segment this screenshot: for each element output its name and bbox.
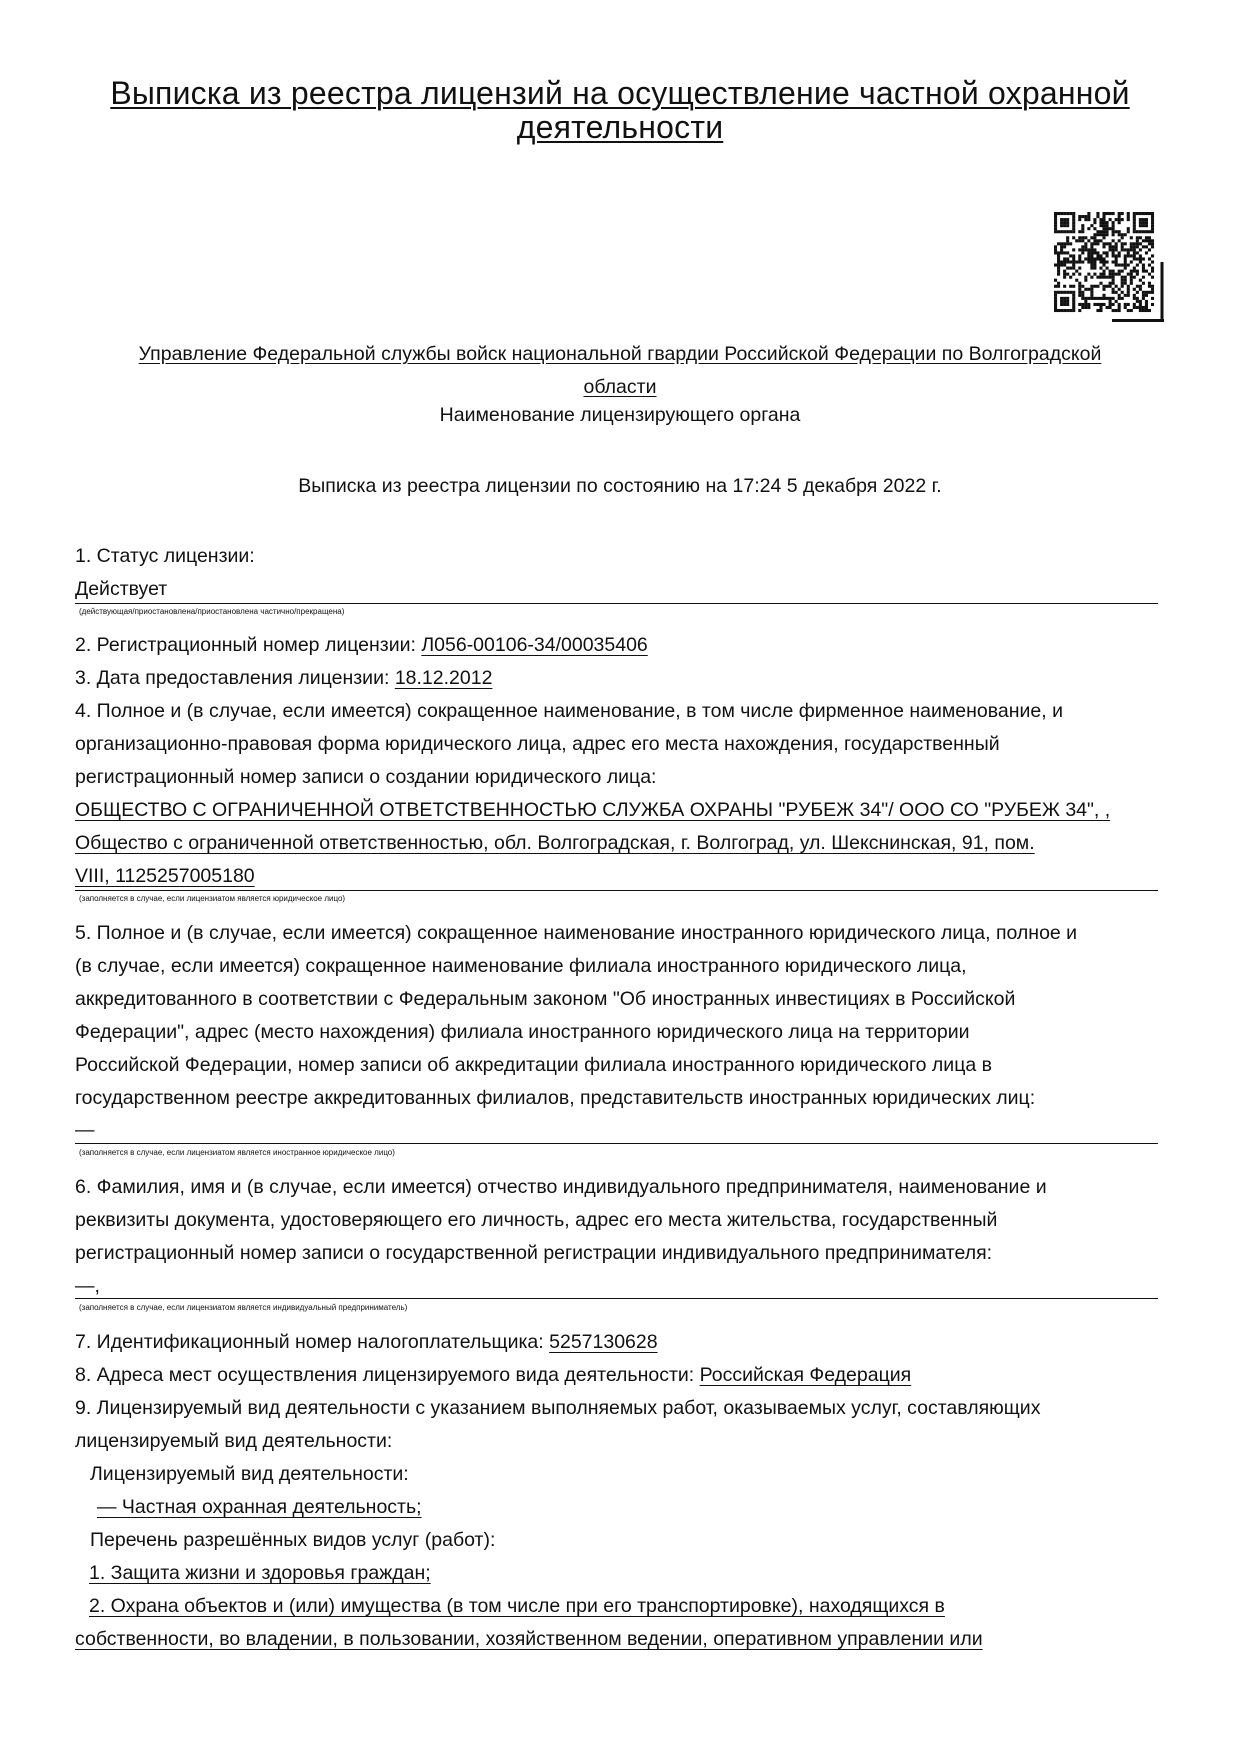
- legal-entity-heading: [75, 695, 1175, 794]
- licensed-activity-heading-line1: 9. Лицензируемый вид деятельности с указанием выполняемых работ, оказываемых услуг, составляющих: [75, 1397, 1041, 1419]
- legal-entity-heading-line3: регистрационный номер записи о создании юридического лица:: [75, 766, 657, 788]
- foreign-entity-heading-line5: Российской Федерации, номер записи об аккредитации филиала иностранного юридического лица в: [75, 1054, 992, 1076]
- qr-code-icon: [1052, 210, 1164, 322]
- legal-entity-value-line3: VIII, 1125257005180: [75, 865, 255, 887]
- license-date-row: [75, 662, 1175, 695]
- legal-entity-divider: [75, 890, 1158, 891]
- licensing-authority: [80, 338, 1160, 404]
- legal-entity-heading-line2: организационно-правовая форма юридического лица, адрес его места нахождения, государственный: [75, 733, 1000, 755]
- foreign-entity-divider: [75, 1143, 1158, 1144]
- foreign-entity-heading: [75, 917, 1175, 1115]
- service-2: [75, 1590, 1175, 1656]
- legal-entity-value-line1: ОБЩЕСТВО С ОГРАНИЧЕННОЙ ОТВЕТСТВЕННОСТЬЮ СЛУЖБА ОХРАНЫ "РУБЕЖ 34"/ ООО СО "РУБЕЖ 34", ,: [75, 799, 1111, 821]
- legal-entity-value: [75, 794, 1175, 893]
- status-hint: (действующая/приостановлена/приостановлена частично/прекращена): [79, 607, 345, 616]
- foreign-entity-heading-line2: (в случае, если имеется) сокращенное наименование филиала иностранного юридического лица,: [75, 955, 967, 977]
- foreign-entity-hint: (заполняется в случае, если лицензиатом является иностранное юридическое лицо): [79, 1148, 395, 1157]
- activity-address-row: [75, 1359, 1175, 1392]
- service-2-line2: собственности, во владении, в пользовании, хозяйственном ведении, оперативном управлении или: [75, 1628, 983, 1650]
- services-label: Перечень разрешённых видов услуг (работ):: [90, 1529, 496, 1551]
- activity-address-label: 8. Адреса мест осуществления лицензируемого вида деятельности:: [75, 1364, 695, 1386]
- foreign-entity-heading-line3: аккредитованного в соответствии с Федеральным законом "Об иностранных инвестициях в Российской: [75, 988, 1016, 1010]
- activity-type-value: [75, 1491, 1175, 1524]
- entrepreneur-divider: [75, 1298, 1158, 1299]
- licensed-activity-heading-line2: лицензируемый вид деятельности:: [75, 1430, 393, 1452]
- entrepreneur-heading: [75, 1171, 1175, 1270]
- service-1-text: 1. Защита жизни и здоровья граждан;: [89, 1562, 431, 1584]
- document-title-line1: Выписка из реестра лицензий на осуществление частной охранной: [110, 75, 1130, 111]
- status-label: 1. Статус лицензии:: [75, 545, 255, 567]
- service-1: [75, 1557, 1175, 1590]
- activity-type-value-text: — Частная охранная деятельность;: [97, 1496, 422, 1518]
- status-value: Действует: [75, 578, 168, 600]
- legal-entity-heading-line1: 4. Полное и (в случае, если имеется) сокращенное наименование, в том числе фирменное наименование, и: [75, 700, 1063, 722]
- entrepreneur-value: —,: [75, 1275, 100, 1297]
- entrepreneur-heading-line2: реквизиты документа, удостоверяющего его личность, адрес его места жительства, государственный: [75, 1209, 998, 1231]
- service-2-line1: 2. Охрана объектов и (или) имущества (в том числе при его транспортировке), находящихся в: [89, 1595, 945, 1617]
- reg-number-label: 2. Регистрационный номер лицензии:: [75, 634, 416, 656]
- reg-number-row: [75, 629, 1175, 662]
- inn-row: [75, 1326, 1175, 1359]
- as-of-statement: Выписка из реестра лицензии по состоянию на 17:24 5 декабря 2022 г.: [298, 475, 942, 497]
- legal-entity-hint: (заполняется в случае, если лицензиатом является юридическое лицо): [79, 894, 346, 903]
- foreign-entity-heading-line6: государственном реестре аккредитованных филиалов, представительств иностранных юридических лиц:: [75, 1087, 1036, 1109]
- entrepreneur-hint: (заполняется в случае, если лицензиатом является индивидуальный предприниматель): [79, 1303, 408, 1312]
- inn-value: 5257130628: [549, 1331, 658, 1353]
- entrepreneur-heading-line1: 6. Фамилия, имя и (в случае, если имеется) отчество индивидуального предпринимателя, наименование и: [75, 1176, 1047, 1198]
- license-date-label: 3. Дата предоставления лицензии:: [75, 667, 390, 689]
- activity-address-value: Российская Федерация: [699, 1364, 912, 1386]
- inn-label: 7. Идентификационный номер налогоплательщика:: [75, 1331, 544, 1353]
- foreign-entity-heading-line4: Федерации", адрес (место нахождения) филиала иностранного юридического лица на территории: [75, 1021, 970, 1043]
- foreign-entity-value: —: [75, 1119, 95, 1141]
- authority-caption: Наименование лицензирующего органа: [439, 404, 801, 426]
- authority-name-line1: Управление Федеральной службы войск национальной гвардии Российской Федерации по Волгоградской: [138, 343, 1102, 365]
- licensed-activity-heading: [75, 1392, 1175, 1458]
- foreign-entity-heading-line1: 5. Полное и (в случае, если имеется) сокращенное наименование иностранного юридического лица, полное и: [75, 922, 1078, 944]
- legal-entity-value-line2: Общество с ограниченной ответственностью, обл. Волгоградская, г. Волгоград, ул. Шекснинская, 91, пом.: [75, 832, 1035, 854]
- authority-name-line2: области: [583, 376, 657, 398]
- status-divider: [75, 603, 1158, 604]
- activity-type-label: Лицензируемый вид деятельности:: [90, 1463, 409, 1485]
- reg-number-value: Л056-00106-34/00035406: [421, 634, 648, 656]
- license-date-value: 18.12.2012: [394, 667, 493, 689]
- entrepreneur-heading-line3: регистрационный номер записи о государственной регистрации индивидуального предпринимателя:: [75, 1242, 993, 1264]
- document-title: [60, 76, 1180, 144]
- document-title-line2: деятельности: [516, 109, 724, 145]
